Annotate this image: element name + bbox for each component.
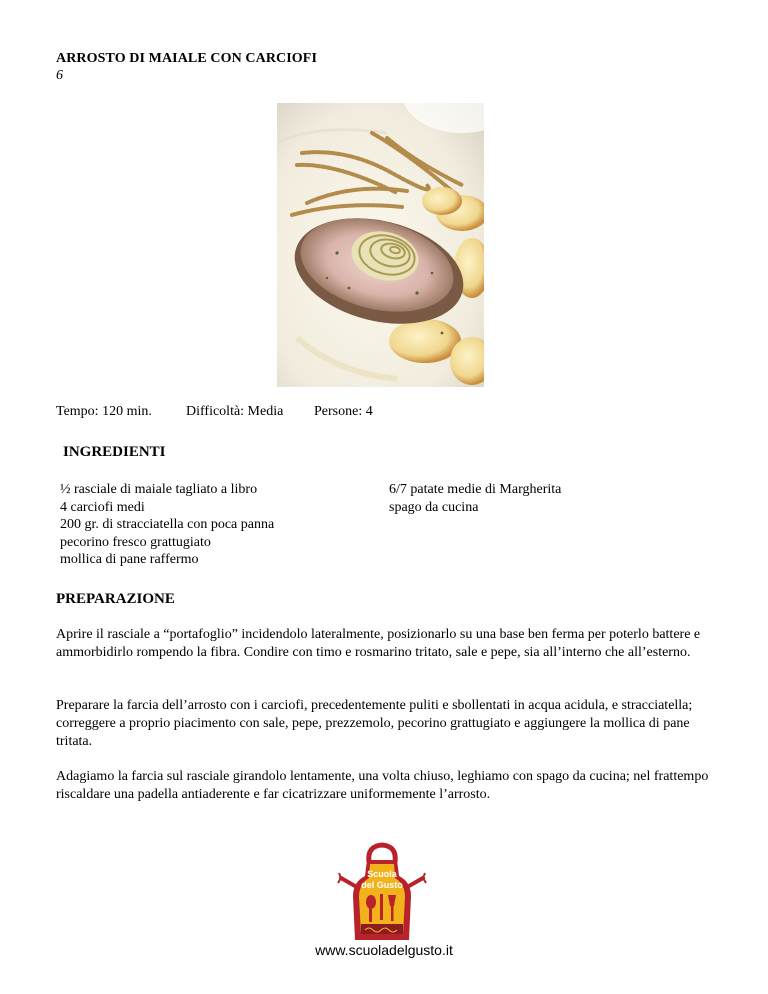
ingredient-item: 200 gr. di stracciatella con poca panna — [60, 517, 275, 532]
ingredient-item: ½ rasciale di maiale tagliato a libro — [60, 482, 258, 497]
preparation-step: Preparare la farcia dell’arrosto con i carciofi, precedentemente puliti e sbollentati in acqua acidula, e stracciatella; correggere a proprio piacimento con sale, pepe, prezzemolo, pecorino grattugiato e aggiungere la mollica di pane tritata. — [56, 698, 693, 749]
servings: Persone: 4 — [314, 404, 373, 419]
recipe-number: 6 — [56, 68, 63, 83]
ingredient-item: 6/7 patate medie di Margherita — [389, 482, 562, 497]
ingredient-item: pecorino fresco grattugiato — [60, 534, 211, 550]
recipe-title: ARROSTO DI MAIALE CON CARCIOFI — [56, 51, 317, 66]
ingredients-heading: INGREDIENTI — [63, 444, 166, 460]
difficulty: Difficoltà: Media — [186, 404, 284, 419]
preparation-step: Adagiamo la farcia sul rasciale girandolo lentamente, una volta chiuso, leghiamo con spago da cucina; nel frattempo riscaldare una padella antiaderente e far cicatrizzare uniformemente l’arrosto. — [56, 769, 709, 802]
ingredient-item: 4 carciofi medi — [60, 499, 145, 515]
prep-time: Tempo: 120 min. — [56, 404, 152, 419]
logo-text-line1: Scuola — [367, 869, 397, 879]
preparation-step: Aprire il rasciale a “portafoglio” incidendolo lateralmente, posizionarlo su una base ben ferma per poterlo battere e ammorbidirlo rompendo la fibra. Condire con timo e rosmarino tritato, sale e pepe, sia all’interno che all’esterno. — [56, 627, 701, 660]
website-url[interactable]: www.scuoladelgusto.it — [315, 942, 453, 958]
ingredients-list-right — [389, 481, 561, 516]
ingredients-list-left — [60, 481, 274, 569]
ingredient-item: mollica di pane raffermo — [60, 552, 199, 567]
dish-photo — [277, 103, 484, 387]
ingredient-item: spago da cucina — [389, 499, 479, 515]
logo-text-line2: del Gusto — [361, 880, 403, 890]
preparation-heading: PREPARAZIONE — [56, 591, 175, 607]
scuola-del-gusto-logo — [337, 840, 427, 944]
